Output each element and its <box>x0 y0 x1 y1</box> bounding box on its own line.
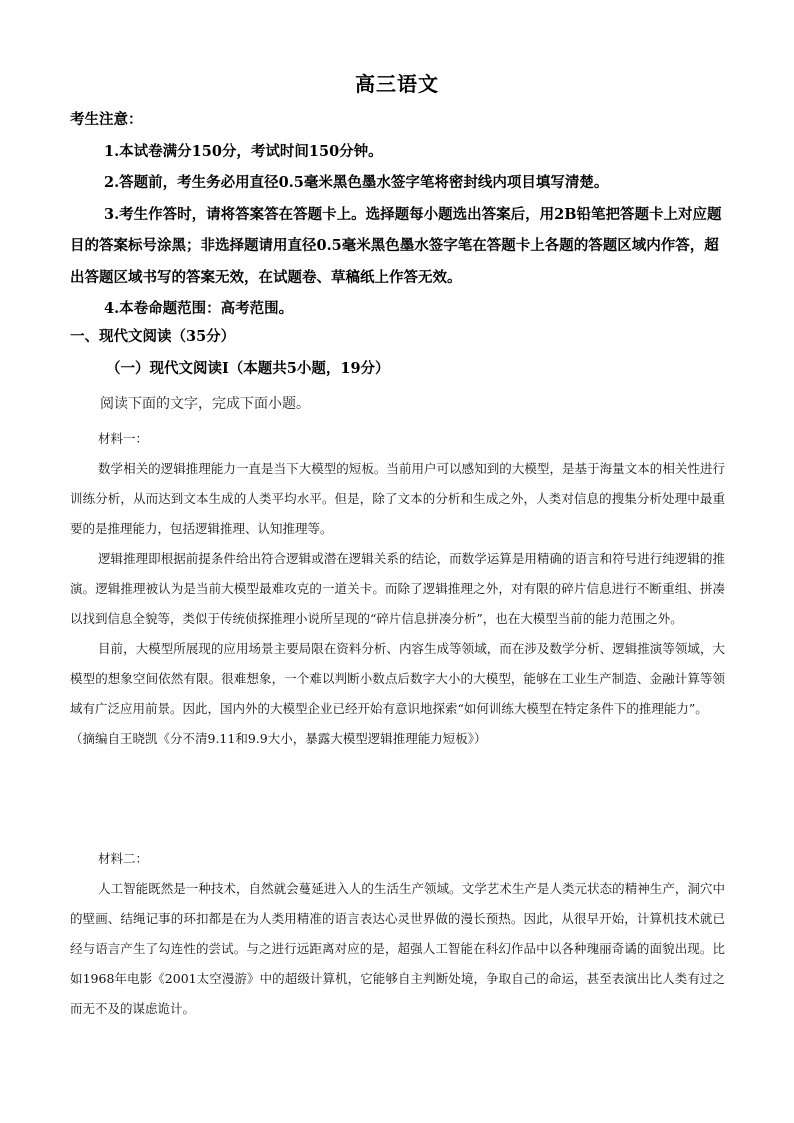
subsection-heading: （一）现代文阅读Ⅰ（本题共5小题，19分） <box>106 360 390 377</box>
page-title: 高三语文 <box>355 72 439 96</box>
notice-item: 3.考生作答时，请将答案答在答题卡上。选择题每小题选出答案后，用2B铅笔把答题卡上对应题目的答案标号涂黑；非选择题请用直径0.5毫米黑色墨水签字笔在答题卡上各题的答题区域内作答，超出答题区域书写的答案无效，在试题卷、草稿纸上作答无效。 <box>70 205 722 286</box>
material-two <box>70 844 725 1024</box>
material-label: 材料二： <box>98 851 149 866</box>
notice-heading: 考生注意： <box>70 111 143 128</box>
material-paragraph: 逻辑推理即根据前提条件给出符合逻辑或潜在逻辑关系的结论，而数学运算是用精确的语言和符号进行纯逻辑的推演。逻辑推理被认为是当前大模型最难攻克的一道关卡。而除了逻辑推理之外，对有限的碎片信息进行不断重组、拼凑以找到信息全貌等，类似于传统侦探推理小说所呈现的“碎片信息拼凑分析”，也在大模型当前的能力范围之外。 <box>70 551 725 626</box>
material-paragraph: 人工智能既然是一种技术，自然就会蔓延进入人的生活生产领域。文学艺术生产是人类元状态的精神生产，洞穴中的壁画、结绳记事的环扣都是在为人类用精准的语言表达心灵世界做的漫长预热。因此，从很早开始，计算机技术就已经与语言产生了勾连性的尝试。与之进行远距离对应的是，超强人工智能在科幻作品中以各种瑰丽奇谲的面貌出现。比如1968年电影《2001太空漫游》中的超级计算机，它能够自主判断处境，争取自己的命运，甚至表演出比人类有过之而无不及的谋虑诡计。 <box>70 881 725 1016</box>
material-source: （摘编自王晓凯《分不清9.11和9.9大小，暴露大模型逻辑推理能力短板》） <box>70 731 487 746</box>
section-heading: 一、现代文阅读（35分） <box>70 328 236 345</box>
notice-block <box>70 104 725 325</box>
material-one <box>70 424 725 754</box>
notice-item: 1.本试卷满分150分，考试时间150分钟。 <box>104 142 383 160</box>
material-paragraph: 目前，大模型所展现的应用场景主要局限在资料分析、内容生成等领域，而在涉及数学分析、逻辑推演等领域，大模型的想象空间依然有限。很难想象，一个难以判断小数点后数字大小的大模型，能够在工业生产制造、金融计算等领域有广泛应用前景。因此，国内外的大模型企业已经开始有意识地探索“如何训练大模型在特定条件下的推理能力”。 <box>70 641 725 716</box>
reading-instruction: 阅读下面的文字，完成下面小题。 <box>100 396 310 412</box>
material-label: 材料一： <box>98 431 149 446</box>
notice-item: 2.答题前，考生务必用直径0.5毫米黑色墨水签字笔将密封线内项目填写清楚。 <box>104 174 609 191</box>
notice-item: 4.本卷命题范围：高考范围。 <box>104 300 294 317</box>
material-paragraph: 数学相关的逻辑推理能力一直是当下大模型的短板。当前用户可以感知到的大模型，是基于海量文本的相关性进行训练分析，从而达到文本生成的人类平均水平。但是，除了文本的分析和生成之外，人类对信息的搜集分析处理中最重要的是推理能力，包括逻辑推理、认知推理等。 <box>70 461 725 536</box>
